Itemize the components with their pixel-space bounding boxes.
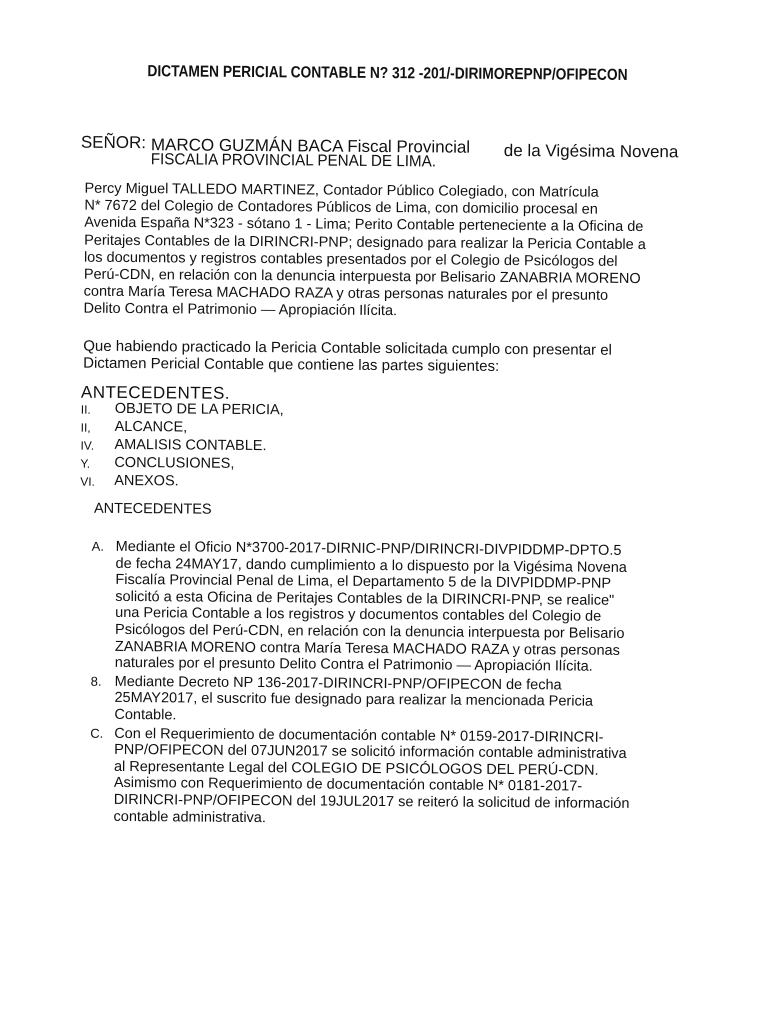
item-line: ZANABRIA MORENO contra María Teresa MACHADO RAZA y otras personas — [115, 638, 681, 659]
item-line: PNP/OFIPECON del 07JUN2017 se solicitó información contable administrativa — [114, 742, 680, 763]
item-label: 8. — [91, 673, 102, 690]
toc-text: ANEXOS. — [114, 473, 179, 490]
item-line: de fecha 24MAY17, dando cumplimiento a lo dispuesto por la Vigésima Novena — [116, 556, 682, 577]
document-title: DICTAMEN PERICIAL CONTABLE N? 312 -201/-DIRIMOREPNP/OFIPECON — [147, 63, 627, 85]
section-heading: ANTECEDENTES — [94, 501, 212, 518]
list-item — [90, 725, 681, 829]
intro-line: Perú-CDN, en relación con la denuncia interpuesta por Belisario ZANABRIA MORENO — [84, 267, 684, 289]
addressee-name-tail: de la Vigésima Novena — [504, 141, 679, 162]
list-item — [90, 673, 680, 727]
intro-line: Delito Contra el Patrimonio — Apropiación Ilícita. — [84, 301, 684, 323]
intro-line: Percy Miguel TALLEDO MARTINEZ, Contador Público Colegiado, con Matrícula — [84, 181, 684, 203]
addressee-salutation: SEÑOR: — [81, 133, 146, 154]
toc-number: VI. — [80, 475, 95, 489]
toc-text: AMALISIS CONTABLE. — [114, 437, 266, 454]
toc-number: Y. — [80, 457, 90, 471]
item-line: Contable. — [114, 707, 680, 728]
item-body — [114, 674, 680, 728]
item-body — [115, 539, 682, 676]
item-line: al Representante Legal del COLEGIO DE PSICÓLOGOS DEL PERÚ-CDN. — [114, 759, 680, 780]
statement-paragraph — [83, 338, 683, 377]
statement-line: Que habiendo practicado la Pericia Contable solicitada cumplo con presentar el — [83, 338, 683, 360]
item-body — [114, 725, 681, 829]
item-line: contable administrativa. — [114, 808, 680, 829]
antecedentes-heading: ANTECEDENTES. — [81, 383, 230, 404]
item-line: DIRINCRI-PNP/OFIPECON del 19JUL2017 se reiteró la solicitud de información — [114, 792, 680, 813]
table-of-contents — [80, 401, 81, 491]
item-line: naturales por el presunto Delito Contra el Patrimonio — Apropiación Ilícita. — [115, 655, 681, 676]
intro-line: Avenida España N*323 - sótano 1 - Lima; Perito Contable perteneciente a la Oficina de — [84, 215, 684, 237]
intro-paragraph — [84, 181, 685, 323]
statement-line: Dictamen Pericial Contable que contiene las partes siguientes: — [83, 355, 683, 377]
item-line: una Pericia Contable a los registros y documentos contables del Colegio de — [115, 605, 681, 626]
item-line: 25MAY2017, el suscrito fue designado para realizar la mencionada Pericia — [114, 690, 680, 711]
toc-number: IV. — [80, 439, 94, 453]
item-line: Asimismo con Requerimiento de documentación contable N* 0181-2017- — [114, 775, 680, 796]
item-line: Fiscalía Provincial Penal de Lima, el Departamento 5 de la DIVPIDDMP-PNP — [115, 572, 681, 593]
toc-number: II. — [81, 403, 91, 417]
item-line: Psicólogos del Perú-CDN, en relación con la denuncia interpuesta por Belisario — [115, 622, 681, 643]
toc-text: ALCANCE, — [115, 419, 188, 436]
item-label: C. — [90, 725, 103, 742]
toc-text: OBJETO DE LA PERICIA, — [115, 401, 284, 418]
item-line: Con el Requerimiento de documentación contable N* 0159-2017-DIRINCRI- — [114, 725, 680, 746]
toc-number: II, — [81, 421, 91, 435]
item-label: A. — [92, 539, 104, 556]
item-line: solicitó a esta Oficina de Peritajes Contables de la DIRINCRI-PNP, se realice" — [115, 589, 681, 610]
list-item — [91, 539, 682, 676]
addressee-office: FISCALIA PROVINCIAL PENAL DE LIMA. — [151, 151, 436, 171]
addressee-name: MARCO GUZMÁN BACA Fiscal Provincial — [151, 135, 470, 158]
antecedentes-list — [90, 539, 682, 830]
intro-line: contra María Teresa MACHADO RAZA y otras personas naturales por el presunto — [84, 284, 684, 306]
intro-line: Peritajes Contables de la DIRINCRI-PNP; designado para realizar la Pericia Contable a — [84, 232, 684, 254]
intro-line: los documentos y registros contables presentados por el Colegio de Psicólogos del — [84, 249, 684, 271]
item-line: Mediante el Oficio N*3700-2017-DIRNIC-PNP/DIRINCRI-DIVPIDDMP-DPTO.5 — [116, 539, 682, 560]
intro-line: N* 7672 del Colegio de Contadores Públicos de Lima, con domicilio procesal en — [84, 198, 684, 220]
item-line: Mediante Decreto NP 136-2017-DIRINCRI-PNP/OFIPECON de fecha — [115, 674, 681, 695]
toc-text: CONCLUSIONES, — [114, 455, 234, 472]
